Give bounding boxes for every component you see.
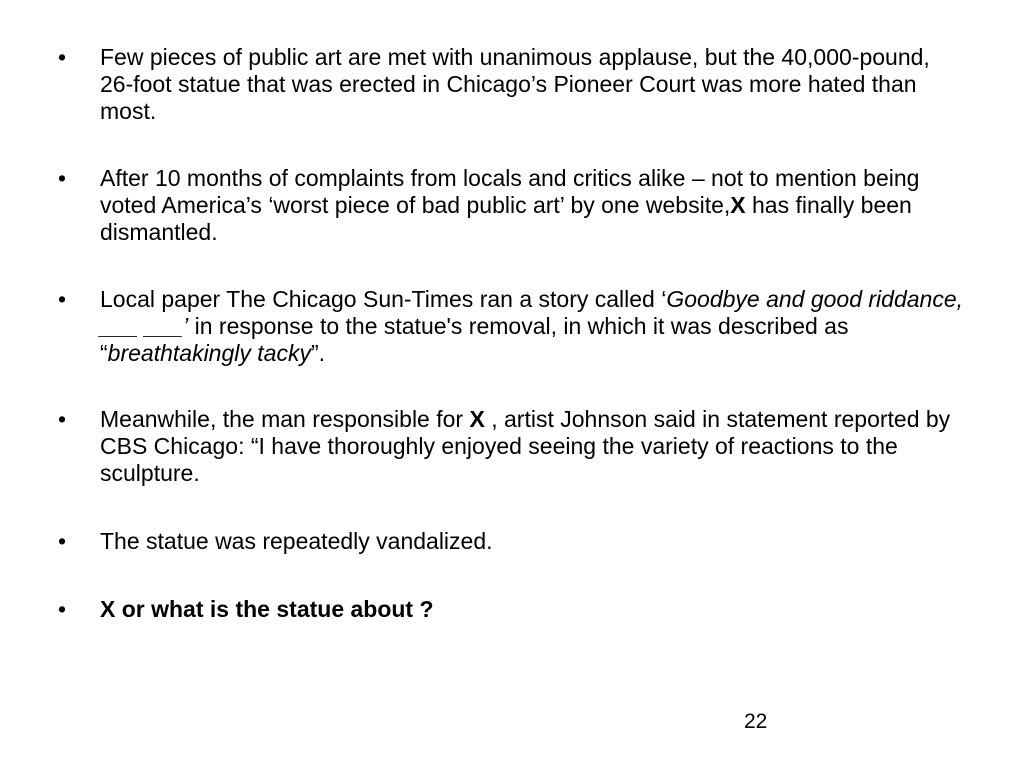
bullet-marker: •: [58, 596, 67, 622]
bullet-marker: •: [58, 44, 67, 70]
bullet-text: Local paper The Chicago Sun-Times ran a story called ‘: [100, 286, 667, 312]
bullet-item: [58, 406, 968, 487]
bullet-text: The statue was repeatedly vandalized.: [100, 528, 493, 554]
bullet-text: Meanwhile, the man responsible for: [100, 406, 470, 432]
question-text: X or what is the statue about ?: [100, 596, 434, 622]
bullet-marker: •: [58, 286, 67, 312]
bullet-text-end: ”.: [310, 340, 326, 366]
bullet-item: [58, 165, 968, 246]
bullet-text: After 10 months of complaints from locals and critics alike – not to mention being voted America’s ‘worst piece of bad public art’ by one website,: [100, 165, 920, 218]
bullet-marker: •: [58, 165, 67, 191]
bold-x: X: [469, 406, 485, 432]
article-title: Goodbye and good riddance, ___ ___’: [100, 286, 964, 339]
bullet-item: [58, 528, 968, 555]
bullet-item: [58, 44, 968, 125]
bullet-text-continued: , artist Johnson said in statement reported by CBS Chicago: “I have thoroughly enjoyed seeing the variety of reactions to the sculpture.: [100, 406, 951, 486]
bullet-text-continued: has finally been dismantled.: [100, 192, 912, 245]
bullet-marker: •: [58, 528, 67, 554]
bold-x: X: [730, 192, 746, 218]
bullet-marker: •: [58, 406, 67, 432]
bullet-list: [58, 44, 968, 663]
bullet-text-continued: in response to the statue's removal, in which it was described as “: [100, 313, 849, 366]
bullet-text: Few pieces of public art are met with unanimous applause, but the 40,000-pound, 26-foot statue that was erected in Chicago’s Pioneer Court was more hated than most.: [100, 44, 930, 124]
bullet-item: [58, 596, 968, 623]
bullet-item: [58, 286, 968, 367]
quoted-description: breathtakingly tacky: [107, 340, 311, 366]
page-number: 22: [744, 710, 768, 733]
